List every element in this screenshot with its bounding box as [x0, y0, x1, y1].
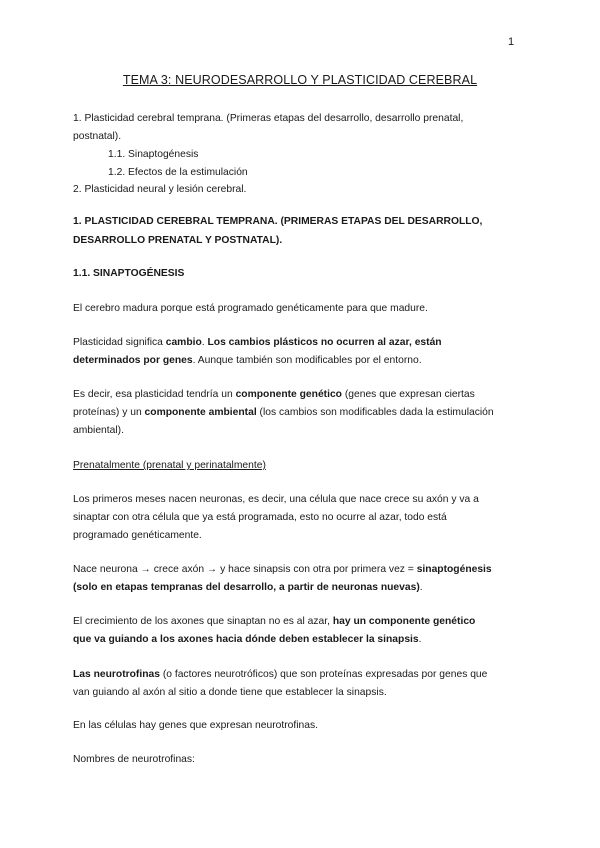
paragraph-9: Nombres de neurotrofinas:	[73, 754, 195, 765]
index-item-1-line-1: 1. Plasticidad cerebral temprana. (Primeras etapas del desarrollo, desarrollo prenatal,	[73, 113, 464, 124]
index-item-2: 2. Plasticidad neural y lesión cerebral.	[73, 184, 247, 195]
text-run: .	[419, 582, 423, 593]
paragraph-4-line-2: sinaptar con otra célula que ya está programada, esto no ocurre al azar, todo está	[73, 512, 447, 523]
bold-term-neurotrofinas: Las neurotrofinas	[73, 669, 160, 680]
paragraph-2-line-1	[73, 337, 442, 348]
paragraph-6-line-1	[73, 616, 475, 627]
bold-term-cambio: cambio	[165, 337, 202, 348]
text-run: El crecimiento de los axones que sinaptan no es al azar,	[73, 616, 333, 627]
index-item-1-line-2: postnatal).	[73, 131, 122, 142]
text-run: .	[201, 337, 208, 348]
paragraph-7-line-1	[73, 669, 487, 680]
text-run: (los cambios son modificables dada la estimulación	[256, 407, 494, 418]
document-title: TEMA 3: NEURODESARROLLO Y PLASTICIDAD CEREBRAL	[122, 73, 478, 87]
index-item-1-2: 1.2. Efectos de la estimulación	[108, 167, 248, 178]
page-number: 1	[508, 36, 515, 48]
text-run: Nace neurona → crece axón → y hace sinapsis con otra por primera vez =	[73, 564, 417, 575]
prenatal-heading: Prenatalmente (prenatal y perinatalmente)	[73, 460, 266, 471]
text-run: .	[418, 634, 422, 645]
bold-phrase: determinados por genes	[73, 355, 193, 366]
bold-term-componente-genetico: componente genético	[235, 389, 342, 400]
bold-term-sinaptogenesis: sinaptogénesis	[416, 564, 492, 575]
bold-term-componente-ambiental: componente ambiental	[144, 407, 257, 418]
text-run: Plasticidad significa	[73, 337, 166, 348]
text-run: (o factores neurotróficos) que son proteínas expresadas por genes que	[159, 669, 488, 680]
paragraph-3-line-3: ambiental).	[73, 425, 124, 436]
text-run: ,	[408, 337, 415, 348]
bold-phrase: (solo en etapas tempranas del desarrollo, a partir de neuronas nuevas)	[73, 582, 420, 593]
paragraph-3-line-1	[73, 389, 475, 400]
index-item-1-1: 1.1. Sinaptogénesis	[108, 149, 199, 160]
paragraph-1: El cerebro madura porque está programado genéticamente para que madure.	[73, 303, 428, 314]
paragraph-4-line-1: Los primeros meses nacen neuronas, es decir, una célula que nace crece su axón y va a	[73, 494, 479, 505]
text-run: . Aunque también son modificables por el entorno.	[192, 355, 422, 366]
text-run: proteínas) y un	[73, 407, 145, 418]
subsection-heading: 1.1. SINAPTOGÉNESIS	[73, 268, 185, 279]
paragraph-5-line-1	[73, 564, 492, 575]
bold-phrase: que va guiando a los axones hacia dónde deben establecer la sinapsis	[73, 634, 419, 645]
bold-phrase: Los cambios plásticos no ocurren al azar	[207, 337, 409, 348]
paragraph-5-line-2	[73, 582, 423, 593]
paragraph-2-line-2	[73, 355, 422, 366]
paragraph-8: En las células hay genes que expresan neurotrofinas.	[73, 720, 318, 731]
paragraph-3-line-2	[73, 407, 494, 418]
paragraph-6-line-2	[73, 634, 422, 645]
paragraph-7-line-2: van guiando al axón al sitio a donde tiene que establecer la sinapsis.	[73, 687, 387, 698]
text-run: (genes que expresan ciertas	[341, 389, 475, 400]
bold-term-estan: están	[414, 337, 442, 348]
bold-phrase: hay un componente genético	[332, 616, 476, 627]
paragraph-4-line-3: programado genéticamente.	[73, 530, 202, 541]
text-run: Es decir, esa plasticidad tendría un	[73, 389, 236, 400]
section-heading-line-2: DESARROLLO PRENATAL Y POSTNATAL).	[73, 235, 283, 246]
section-heading-line-1: 1. PLASTICIDAD CEREBRAL TEMPRANA. (PRIMERAS ETAPAS DEL DESARROLLO,	[73, 216, 483, 227]
